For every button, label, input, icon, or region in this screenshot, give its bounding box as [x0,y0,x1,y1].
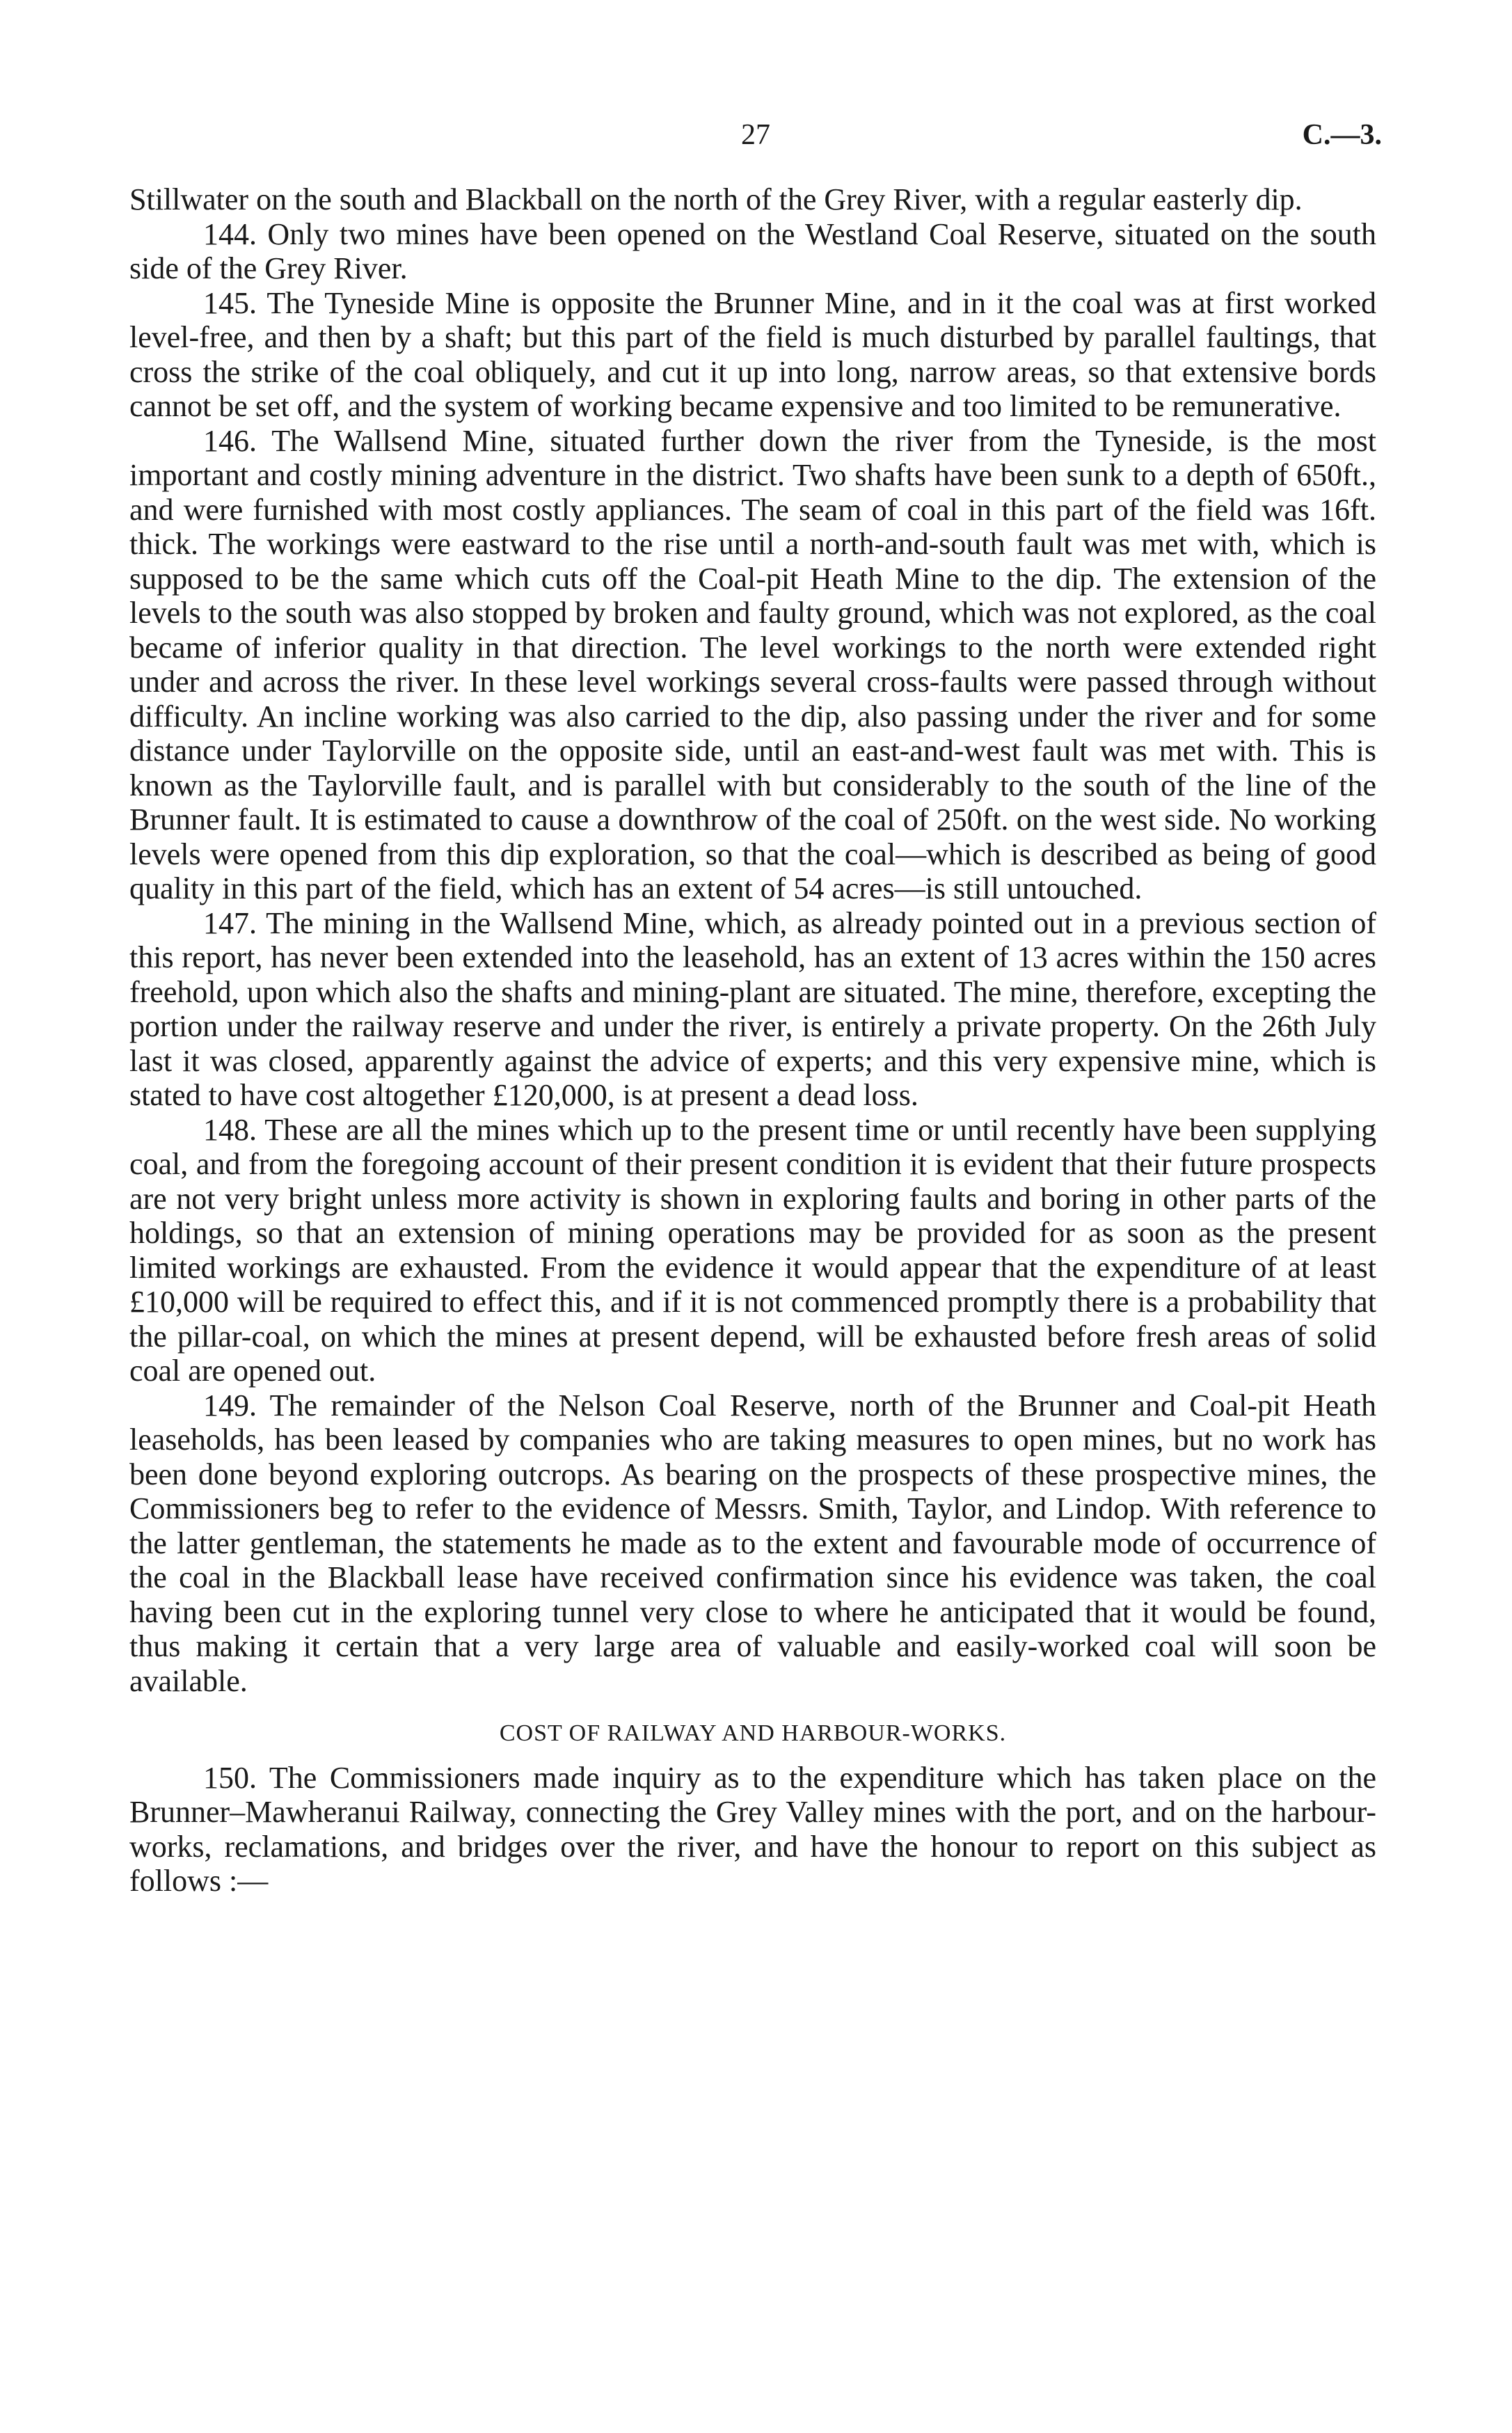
paragraph-144: 144. Only two mines have been opened on the Westland Coal Reserve, situated on the south side of the Grey River. [129,216,1376,285]
page-header [129,118,1382,160]
paragraph-145: 145. The Tyneside Mine is opposite the Brunner Mine, and in it the coal was at first worked level-free, and then by a shaft; but this part of the field is much disturbed by parallel faultings, that cross the strike of the coal obliquely, and cut it up into long, narrow areas, so that extensive bords cannot be set off, and the system of working became expensive and too limited to be remunerative. [129,285,1376,423]
page-number: 27 [741,119,770,151]
paragraph-148: 148. These are all the mines which up to the present time or until recently have been supplying coal, and from the foregoing account of their present condition it is evident that their future prospects are not very bright unless more activity is shown in exploring faults and boring in other parts of the holdings, so that an extension of mining operations may be provided for as soon as the present limited workings are exhausted. From the evidence it would appear that the expenditure of at least £10,000 will be required to effect this, and if it is not commenced promptly there is a probability that the pillar-coal, on which the mines at present depend, will be exhausted before fresh areas of solid coal are opened out. [129,1112,1376,1388]
paragraph-150: 150. The Commissioners made inquiry as to the expenditure which has taken place on the Brunner–Mawheranui Railway, connecting the Grey Valley mines with the port, and on the harbour-works, reclamations, and bridges over the river, and have the honour to report on this subject as follows :— [129,1760,1376,1898]
paragraph-149: 149. The remainder of the Nelson Coal Reserve, north of the Brunner and Coal-pit Heath leaseholds, has been leased by companies who are taking measures to open mines, but no work has been done beyond exploring outcrops. As bearing on the prospects of these prospective mines, the Commissioners beg to refer to the evidence of Messrs. Smith, Taylor, and Lindop. With reference to the latter gentleman, the statements he made as to the extent and favourable mode of occurrence of the coal in the Blackball lease have received confirmation since his evidence was taken, the coal having been cut in the exploring tunnel very close to where he anticipated that it would be found, thus making it certain that a very large area of valuable and easily-worked coal will soon be available. [129,1388,1376,1698]
body-text [129,182,1376,1899]
document-reference: C.—3. [1302,119,1382,151]
paragraph-continuation: Stillwater on the south and Blackball on the north of the Grey River, with a regular easterly dip. [129,182,1303,216]
paragraph-146: 146. The Wallsend Mine, situated further down the river from the Tyneside, is the most important and costly mining adventure in the district. Two shafts have been sunk to a depth of 650ft., and were furnished with most costly appliances. The seam of coal in this part of the field was 16ft. thick. The workings were eastward to the rise until a north-and-south fault was met with, which is supposed to be the same which cuts off the Coal-pit Heath Mine to the dip. The extension of the levels to the south was also stopped by broken and faulty ground, which was not explored, as the coal became of inferior quality in that direction. The level workings to the north were extended right under and across the river. In these level workings several cross-faults were passed through without difficulty. An incline working was also carried to the dip, also passing under the river and for some distance under Taylorville on the opposite side, until an east-and-west fault was met with. This is known as the Taylorville fault, and is parallel with but considerably to the south of the line of the Brunner fault. It is estimated to cause a downthrow of the coal of 250ft. on the west side. No working levels were opened from this dip exploration, so that the coal—which is described as being of good quality in this part of the field, which has an extent of 54 acres—is still untouched. [129,423,1376,905]
section-heading: COST OF RAILWAY AND HARBOUR-WORKS. [499,1720,1007,1746]
paragraph-147: 147. The mining in the Wallsend Mine, which, as already pointed out in a previous section of this report, has never been extended into the leasehold, has an extent of 13 acres within the 150 acres freehold, upon which also the shafts and mining-plant are situated. The mine, therefore, excepting the portion under the railway reserve and under the river, is entirely a private property. On the 26th July last it was closed, apparently against the advice of experts; and this very expensive mine, which is stated to have cost altogether £120,000, is at present a dead loss. [129,905,1376,1112]
